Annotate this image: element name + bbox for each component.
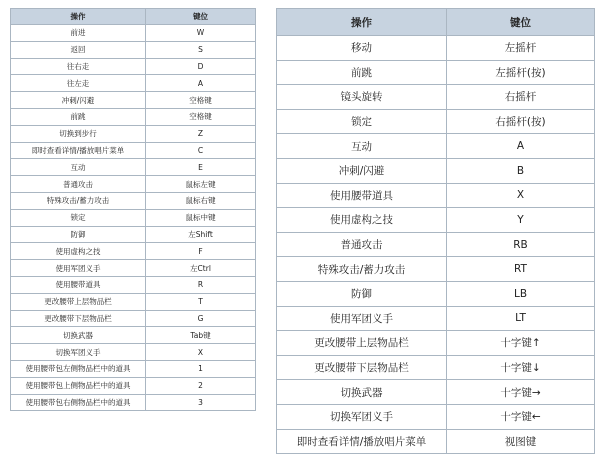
key-cell: 1 [146,360,256,377]
table-row [277,331,595,356]
key-cell: E [146,159,256,176]
action-cell: 使用虚构之技 [277,208,447,233]
table-row [11,310,256,327]
table-row [11,25,256,42]
key-cell: A [447,134,595,159]
key-cell: S [146,41,256,58]
table-header-row [277,9,595,36]
key-cell: Y [447,208,595,233]
table-row [11,243,256,260]
action-cell: 更改腰带下层物品栏 [277,355,447,380]
key-cell: 十字键↑ [447,331,595,356]
key-cell: LB [447,281,595,306]
header-key: 键位 [447,9,595,36]
table-row [277,60,595,85]
action-cell: 使用军团义手 [11,260,146,277]
action-cell: 切换武器 [11,327,146,344]
table-row [277,281,595,306]
key-cell: C [146,142,256,159]
action-cell: 互动 [11,159,146,176]
table-row [11,125,256,142]
key-cell: X [146,344,256,361]
action-cell: 切换军团义手 [277,404,447,429]
action-cell: 更改腰带上层物品栏 [277,331,447,356]
action-cell: 切换军团义手 [11,344,146,361]
key-cell: 右摇杆 [447,85,595,110]
table-row [11,377,256,394]
action-cell: 互动 [277,134,447,159]
table-row [11,58,256,75]
action-cell: 即时查看详情/播放唱片菜单 [11,142,146,159]
action-cell: 特殊攻击/蓄力攻击 [11,192,146,209]
key-cell: T [146,293,256,310]
key-cell: 鼠标左键 [146,176,256,193]
action-cell: 移动 [277,36,447,61]
table-row [277,134,595,159]
key-cell: 十字键↓ [447,355,595,380]
key-cell: 左Shift [146,226,256,243]
header-key: 键位 [146,9,256,25]
table-row [11,142,256,159]
table-row [11,327,256,344]
gamepad-controls-table [276,8,595,454]
header-action: 操作 [11,9,146,25]
table-row [11,394,256,411]
table-row [11,360,256,377]
action-cell: 前跳 [277,60,447,85]
keyboard-controls-table [10,8,256,411]
action-cell: 切换武器 [277,380,447,405]
table-row [277,257,595,282]
table-header-row [11,9,256,25]
action-cell: 切换到步行 [11,125,146,142]
action-cell: 使用腰带包右侧物品栏中的道具 [11,394,146,411]
table-row [11,41,256,58]
table-row [11,92,256,109]
table-row [11,192,256,209]
table-row [277,109,595,134]
key-cell: X [447,183,595,208]
table-row [11,293,256,310]
key-cell: 视图键 [447,429,595,454]
key-cell: 鼠标中键 [146,209,256,226]
header-action: 操作 [277,9,447,36]
key-cell: LT [447,306,595,331]
key-cell: 左摇杆 [447,36,595,61]
table-row [11,276,256,293]
key-cell: 空格键 [146,92,256,109]
key-cell: 十字键→ [447,380,595,405]
key-cell: Tab键 [146,327,256,344]
table-row [277,232,595,257]
table-row [277,208,595,233]
table-row [11,108,256,125]
action-cell: 前进 [11,25,146,42]
action-cell: 使用腰带道具 [277,183,447,208]
table-row [11,260,256,277]
action-cell: 使用腰带包左侧物品栏中的道具 [11,360,146,377]
key-cell: W [146,25,256,42]
action-cell: 使用军团义手 [277,306,447,331]
action-cell: 防御 [11,226,146,243]
table-row [277,36,595,61]
action-cell: 冲刺/闪避 [11,92,146,109]
action-cell: 往右走 [11,58,146,75]
key-cell: RB [447,232,595,257]
action-cell: 即时查看详情/播放唱片菜单 [277,429,447,454]
action-cell: 普通攻击 [11,176,146,193]
key-cell: F [146,243,256,260]
table-row [277,85,595,110]
key-cell: 鼠标右键 [146,192,256,209]
table-row [11,226,256,243]
action-cell: 往左走 [11,75,146,92]
key-cell: 左摇杆(按) [447,60,595,85]
key-cell: D [146,58,256,75]
table-row [11,176,256,193]
key-cell: A [146,75,256,92]
action-cell: 冲刺/闪避 [277,158,447,183]
key-cell: B [447,158,595,183]
table-row [11,75,256,92]
action-cell: 返回 [11,41,146,58]
action-cell: 更改腰带上层物品栏 [11,293,146,310]
action-cell: 特殊攻击/蓄力攻击 [277,257,447,282]
table-row [277,429,595,454]
table-row [11,344,256,361]
action-cell: 锁定 [11,209,146,226]
key-cell: 2 [146,377,256,394]
table-row [277,355,595,380]
key-cell: 十字键← [447,404,595,429]
key-cell: 左Ctrl [146,260,256,277]
key-cell: Z [146,125,256,142]
action-cell: 使用虚构之技 [11,243,146,260]
key-cell: R [146,276,256,293]
key-cell: G [146,310,256,327]
action-cell: 使用腰带道具 [11,276,146,293]
key-cell: RT [447,257,595,282]
table-row [11,209,256,226]
table-row [277,380,595,405]
table-row [277,306,595,331]
key-cell: 3 [146,394,256,411]
table-row [277,183,595,208]
key-cell: 右摇杆(按) [447,109,595,134]
table-row [277,404,595,429]
action-cell: 前跳 [11,108,146,125]
action-cell: 防御 [277,281,447,306]
table-row [277,158,595,183]
table-row [11,159,256,176]
action-cell: 镜头旋转 [277,85,447,110]
key-cell: 空格键 [146,108,256,125]
action-cell: 普通攻击 [277,232,447,257]
action-cell: 更改腰带下层物品栏 [11,310,146,327]
action-cell: 锁定 [277,109,447,134]
action-cell: 使用腰带包上侧物品栏中的道具 [11,377,146,394]
